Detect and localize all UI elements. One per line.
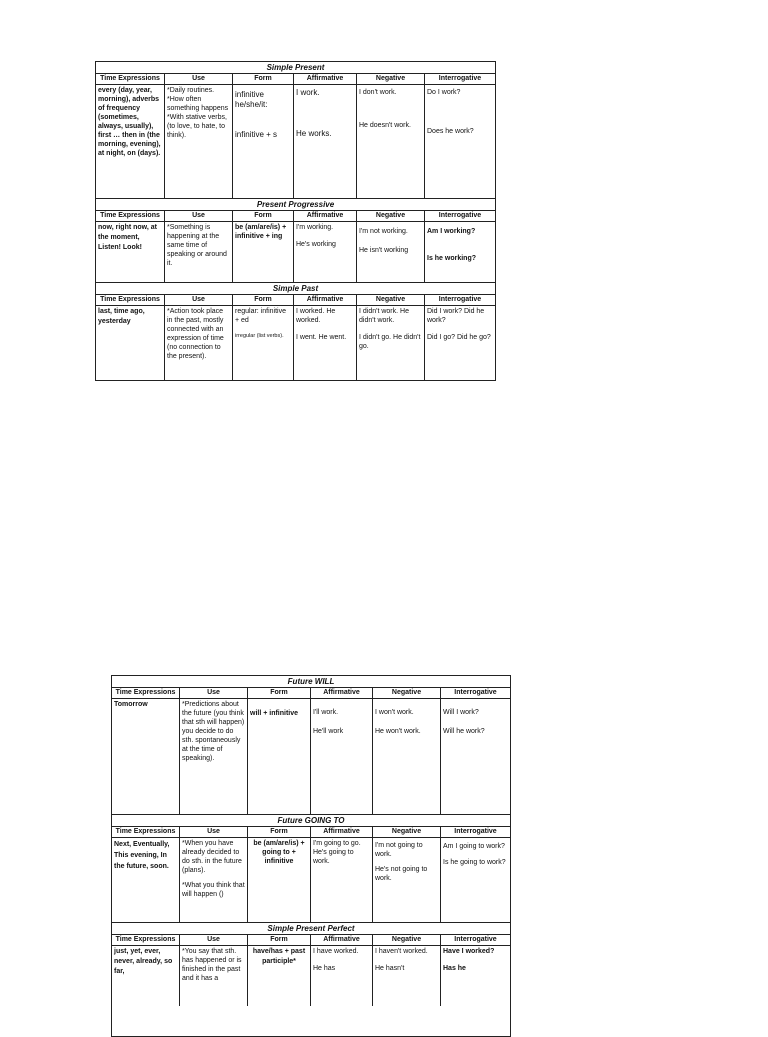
interrogative-line: Is he going to work? xyxy=(443,859,506,866)
time-expressions-cell: Tomorrow xyxy=(112,699,180,814)
interrogative-line: Did I work? Did he work? xyxy=(427,308,485,324)
header-row xyxy=(112,935,510,946)
interrogative-line: Am I going to work? xyxy=(443,843,505,850)
header-time-expressions: Time Expressions xyxy=(96,295,165,305)
header-affirmative: Affirmative xyxy=(311,688,373,698)
use-line: *What you think that will happen () xyxy=(182,882,245,898)
form-line: regular: infinitive + ed xyxy=(235,308,286,324)
form-cell xyxy=(233,85,294,198)
header-row xyxy=(112,688,510,699)
header-interrogative: Interrogative xyxy=(438,296,482,303)
interrogative-line: Have I worked? xyxy=(443,948,495,955)
tenses-table-1 xyxy=(95,61,496,381)
header-affirmative: Affirmative xyxy=(294,295,357,305)
interrogative-line: Does he work? xyxy=(427,128,474,135)
table-row xyxy=(96,222,495,282)
header-use: Use xyxy=(180,688,248,698)
affirmative-line: I work. xyxy=(296,88,320,97)
table-row xyxy=(112,838,510,922)
negative-line: He isn't working xyxy=(359,247,409,254)
affirmative-cell xyxy=(294,306,357,380)
affirmative-line: I'll work. xyxy=(313,709,339,716)
header-use: Use xyxy=(165,211,233,221)
time-expressions-cell: now, right now, at the moment, Listen! Look! xyxy=(96,222,165,282)
header-negative: Negative xyxy=(357,74,425,84)
interrogative-cell xyxy=(441,699,510,814)
header-row xyxy=(96,211,495,222)
header-form: Form xyxy=(248,688,311,698)
negative-line: He won't work. xyxy=(375,728,421,735)
negative-line: He's not going to work. xyxy=(375,866,428,882)
header-interrogative: Interrogative xyxy=(454,936,497,943)
affirmative-cell: I'm going to go. He's going to work. xyxy=(311,838,373,922)
use-cell: *You say that sth. has happened or is finished in the past and it has a xyxy=(180,946,248,1006)
header-form: Form xyxy=(233,211,294,221)
header-time-expressions: Time Expressions xyxy=(112,688,180,698)
header-use: Use xyxy=(180,827,248,837)
header-form: Form xyxy=(233,295,294,305)
use-cell: *Something is happening at the same time of speaking or around it. xyxy=(165,222,233,282)
negative-line: I didn't work. He didn't work. xyxy=(359,308,409,324)
section-title-future-going-to: Future GOING TO xyxy=(112,814,510,827)
affirmative-line: He works. xyxy=(296,129,332,138)
form-cell: will + infinitive xyxy=(248,699,311,814)
header-time-expressions: Time Expressions xyxy=(112,935,180,945)
interrogative-cell xyxy=(425,306,495,380)
header-use: Use xyxy=(180,935,248,945)
interrogative-line: Is he working? xyxy=(427,255,477,262)
interrogative-line: Has he xyxy=(443,965,466,972)
form-cell xyxy=(233,306,294,380)
negative-cell xyxy=(373,946,441,1006)
header-form: Form xyxy=(248,935,311,945)
use-line: *When you have already decided to do sth. in the future (plans). xyxy=(182,840,242,874)
header-interrogative: Interrogative xyxy=(454,689,497,696)
header-affirmative: Affirmative xyxy=(311,935,373,945)
form-line: irregular (list verbs). xyxy=(235,333,284,339)
header-form: Form xyxy=(233,74,294,84)
negative-cell xyxy=(357,306,425,380)
affirmative-line: I worked. He worked. xyxy=(296,308,336,324)
form-cell: be (am/are/is) + going to + infinitive xyxy=(248,838,311,922)
form-cell: have/has + past participle* xyxy=(248,946,311,1006)
affirmative-line: I have worked. xyxy=(313,948,359,955)
header-row xyxy=(112,827,510,838)
header-affirmative: Affirmative xyxy=(294,211,357,221)
interrogative-cell xyxy=(441,946,510,1006)
header-row xyxy=(96,74,495,85)
header-time-expressions: Time Expressions xyxy=(96,74,165,84)
form-cell: be (am/are/is) + infinitive + ing xyxy=(233,222,294,282)
section-title-future-will: Future WILL xyxy=(112,676,510,688)
header-interrogative: Interrogative xyxy=(438,75,482,82)
negative-line: I haven't worked. xyxy=(375,948,428,955)
interrogative-line: Did I go? Did he go? xyxy=(427,334,491,341)
affirmative-cell xyxy=(294,222,357,282)
negative-cell xyxy=(373,838,441,922)
time-expressions-cell: Next, Eventually, This evening, In the future, soon. xyxy=(112,838,180,922)
header-interrogative: Interrogative xyxy=(438,212,482,219)
time-expressions-cell: just, yet, ever, never, already, so far, xyxy=(112,946,180,1006)
form-line: infinitive + s xyxy=(235,130,278,139)
header-negative: Negative xyxy=(357,211,425,221)
affirmative-line: I'm working. xyxy=(296,224,334,231)
negative-cell xyxy=(357,222,425,282)
affirmative-line: He'll work xyxy=(313,728,344,735)
header-negative: Negative xyxy=(373,688,441,698)
header-row xyxy=(96,295,495,306)
affirmative-line: He has xyxy=(313,965,336,972)
header-interrogative: Interrogative xyxy=(454,828,497,835)
use-cell: *Predictions about the future (you think that sth will happen) you decide to do sth. spontaneously at the time of speaking). xyxy=(180,699,248,814)
interrogative-line: Will he work? xyxy=(443,728,485,735)
negative-cell xyxy=(373,699,441,814)
use-cell xyxy=(180,838,248,922)
negative-line: I don't work. xyxy=(359,89,397,96)
interrogative-line: Will I work? xyxy=(443,709,479,716)
interrogative-cell xyxy=(425,222,495,282)
negative-line: I won't work. xyxy=(375,709,414,716)
negative-line: He doesn't work. xyxy=(359,122,411,129)
tenses-table-2 xyxy=(111,675,511,1037)
affirmative-cell xyxy=(294,85,357,198)
negative-line: I'm not working. xyxy=(359,228,408,235)
table-row xyxy=(96,85,495,198)
header-negative: Negative xyxy=(373,935,441,945)
header-use: Use xyxy=(165,74,233,84)
use-cell: *Daily routines. *How often something happens *With stative verbs, (to love, to hate, to think). xyxy=(165,85,233,198)
affirmative-cell xyxy=(311,946,373,1006)
negative-line: I didn't go. He didn't go. xyxy=(359,334,421,350)
time-expressions-cell: every (day, year, morning), adverbs of frequency (sometimes, always, usually), first … then in (the morning, evening), at night, on (days). xyxy=(96,85,165,198)
interrogative-line: Am I working? xyxy=(427,228,476,235)
table-row xyxy=(112,946,510,1006)
affirmative-line: I went. He went. xyxy=(296,334,347,341)
header-time-expressions: Time Expressions xyxy=(96,211,165,221)
header-negative: Negative xyxy=(373,827,441,837)
interrogative-cell xyxy=(425,85,495,198)
header-negative: Negative xyxy=(357,295,425,305)
time-expressions-cell: last, time ago, yesterday xyxy=(96,306,165,380)
affirmative-cell xyxy=(311,699,373,814)
section-title-simple-present: Simple Present xyxy=(96,62,495,74)
form-line: infinitive he/she/it: xyxy=(235,90,268,109)
header-use: Use xyxy=(165,295,233,305)
negative-cell xyxy=(357,85,425,198)
interrogative-line: Do I work? xyxy=(427,89,461,96)
header-affirmative: Affirmative xyxy=(311,827,373,837)
section-title-simple-present-perfect: Simple Present Perfect xyxy=(112,922,510,935)
header-form: Form xyxy=(248,827,311,837)
affirmative-line: He's working xyxy=(296,241,336,248)
negative-line: I'm not going to work. xyxy=(375,842,423,858)
use-cell: *Action took place in the past, mostly connected with an expression of time (no connection to the present). xyxy=(165,306,233,380)
header-affirmative: Affirmative xyxy=(294,74,357,84)
negative-line: He hasn't xyxy=(375,965,405,972)
table-row xyxy=(96,306,495,380)
section-title-present-progressive: Present Progressive xyxy=(96,198,495,211)
section-title-simple-past: Simple Past xyxy=(96,282,495,295)
header-time-expressions: Time Expressions xyxy=(112,827,180,837)
interrogative-cell xyxy=(441,838,510,922)
table-row xyxy=(112,699,510,814)
